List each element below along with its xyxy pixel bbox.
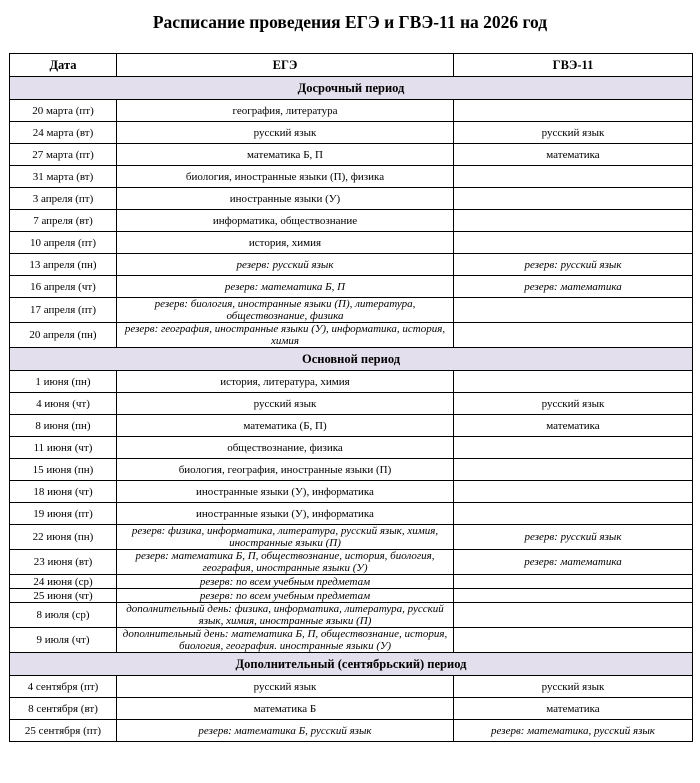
gve-cell: [454, 603, 693, 628]
ege-cell: математика Б: [117, 698, 454, 720]
ege-cell: резерв: математика Б, П, обществознание, история, биология, география, иностранные языки (У): [117, 550, 454, 575]
ege-cell: дополнительный день: физика, информатика, литература, русский язык, химия, иностранные языки (П): [117, 603, 454, 628]
date-cell: 23 июня (вт): [10, 550, 117, 575]
gve-cell: [454, 575, 693, 589]
table-row: [10, 481, 693, 503]
table-row: [10, 720, 693, 742]
gve-cell: резерв: математика: [454, 276, 693, 298]
date-cell: 7 апреля (вт): [10, 210, 117, 232]
table-row: [10, 298, 693, 323]
date-cell: 9 июля (чт): [10, 628, 117, 653]
gve-cell: [454, 188, 693, 210]
date-cell: 19 июня (пт): [10, 503, 117, 525]
gve-cell: математика: [454, 698, 693, 720]
date-cell: 11 июня (чт): [10, 437, 117, 459]
ege-cell: русский язык: [117, 122, 454, 144]
ege-cell: дополнительный день: математика Б, П, обществознание, история, биология, география. иностранные языки (У): [117, 628, 454, 653]
header-gve: ГВЭ-11: [454, 54, 693, 77]
date-cell: 17 апреля (пт): [10, 298, 117, 323]
table-row: [10, 676, 693, 698]
gve-cell: [454, 100, 693, 122]
date-cell: 15 июня (пн): [10, 459, 117, 481]
gve-cell: резерв: математика: [454, 550, 693, 575]
date-cell: 4 июня (чт): [10, 393, 117, 415]
ege-cell: резерв: биология, иностранные языки (П), литература, обществознание, физика: [117, 298, 454, 323]
table-row: [10, 589, 693, 603]
date-cell: 24 июня (ср): [10, 575, 117, 589]
table-row: [10, 628, 693, 653]
period-header-row: [10, 653, 693, 676]
date-cell: 4 сентября (пт): [10, 676, 117, 698]
table-row: [10, 459, 693, 481]
date-cell: 3 апреля (пт): [10, 188, 117, 210]
ege-cell: математика (Б, П): [117, 415, 454, 437]
table-row: [10, 100, 693, 122]
table-row: [10, 166, 693, 188]
schedule-body: [10, 77, 693, 742]
ege-cell: резерв: география, иностранные языки (У), информатика, история, химия: [117, 323, 454, 348]
ege-cell: иностранные языки (У): [117, 188, 454, 210]
gve-cell: [454, 481, 693, 503]
ege-cell: резерв: русский язык: [117, 254, 454, 276]
gve-cell: [454, 589, 693, 603]
gve-cell: русский язык: [454, 393, 693, 415]
date-cell: 16 апреля (чт): [10, 276, 117, 298]
gve-cell: русский язык: [454, 676, 693, 698]
ege-cell: иностранные языки (У), информатика: [117, 481, 454, 503]
date-cell: 8 июня (пн): [10, 415, 117, 437]
gve-cell: математика: [454, 144, 693, 166]
ege-cell: резерв: физика, информатика, литература, русский язык, химия, иностранные языки (П): [117, 525, 454, 550]
gve-cell: [454, 437, 693, 459]
ege-cell: биология, география, иностранные языки (П): [117, 459, 454, 481]
date-cell: 27 марта (пт): [10, 144, 117, 166]
gve-cell: резерв: математика, русский язык: [454, 720, 693, 742]
date-cell: 24 марта (вт): [10, 122, 117, 144]
table-row: [10, 188, 693, 210]
table-header-row: [10, 54, 693, 77]
gve-cell: [454, 323, 693, 348]
date-cell: 20 апреля (пн): [10, 323, 117, 348]
gve-cell: русский язык: [454, 122, 693, 144]
date-cell: 18 июня (чт): [10, 481, 117, 503]
table-row: [10, 698, 693, 720]
table-row: [10, 437, 693, 459]
ege-cell: русский язык: [117, 393, 454, 415]
table-row: [10, 254, 693, 276]
gve-cell: [454, 503, 693, 525]
date-cell: 25 сентября (пт): [10, 720, 117, 742]
ege-cell: резерв: математика Б, русский язык: [117, 720, 454, 742]
table-row: [10, 371, 693, 393]
gve-cell: [454, 210, 693, 232]
date-cell: 25 июня (чт): [10, 589, 117, 603]
ege-cell: информатика, обществознание: [117, 210, 454, 232]
table-row: [10, 503, 693, 525]
ege-cell: математика Б, П: [117, 144, 454, 166]
period-header-row: [10, 77, 693, 100]
ege-cell: резерв: математика Б, П: [117, 276, 454, 298]
table-row: [10, 393, 693, 415]
table-row: [10, 603, 693, 628]
date-cell: 8 сентября (вт): [10, 698, 117, 720]
gve-cell: [454, 232, 693, 254]
date-cell: 13 апреля (пн): [10, 254, 117, 276]
gve-cell: [454, 166, 693, 188]
date-cell: 22 июня (пн): [10, 525, 117, 550]
ege-cell: география, литература: [117, 100, 454, 122]
gve-cell: резерв: русский язык: [454, 525, 693, 550]
date-cell: 8 июля (ср): [10, 603, 117, 628]
gve-cell: [454, 628, 693, 653]
ege-cell: биология, иностранные языки (П), физика: [117, 166, 454, 188]
period-title: Досрочный период: [10, 77, 693, 100]
ege-cell: резерв: по всем учебным предметам: [117, 575, 454, 589]
table-row: [10, 575, 693, 589]
ege-cell: резерв: по всем учебным предметам: [117, 589, 454, 603]
table-row: [10, 276, 693, 298]
table-row: [10, 144, 693, 166]
date-cell: 20 марта (пт): [10, 100, 117, 122]
period-title: Основной период: [10, 348, 693, 371]
schedule-table: [9, 53, 693, 742]
table-row: [10, 210, 693, 232]
gve-cell: [454, 371, 693, 393]
gve-cell: резерв: русский язык: [454, 254, 693, 276]
table-row: [10, 323, 693, 348]
table-row: [10, 122, 693, 144]
ege-cell: русский язык: [117, 676, 454, 698]
gve-cell: математика: [454, 415, 693, 437]
ege-cell: история, литература, химия: [117, 371, 454, 393]
header-ege: ЕГЭ: [117, 54, 454, 77]
ege-cell: история, химия: [117, 232, 454, 254]
table-row: [10, 232, 693, 254]
date-cell: 10 апреля (пт): [10, 232, 117, 254]
date-cell: 1 июня (пн): [10, 371, 117, 393]
header-date: Дата: [10, 54, 117, 77]
ege-cell: обществознание, физика: [117, 437, 454, 459]
date-cell: 31 марта (вт): [10, 166, 117, 188]
period-header-row: [10, 348, 693, 371]
table-row: [10, 550, 693, 575]
ege-cell: иностранные языки (У), информатика: [117, 503, 454, 525]
period-title: Дополнительный (сентябрьский) период: [10, 653, 693, 676]
table-row: [10, 415, 693, 437]
page-title: Расписание проведения ЕГЭ и ГВЭ-11 на 2026 год: [152, 12, 548, 32]
gve-cell: [454, 459, 693, 481]
table-row: [10, 525, 693, 550]
gve-cell: [454, 298, 693, 323]
